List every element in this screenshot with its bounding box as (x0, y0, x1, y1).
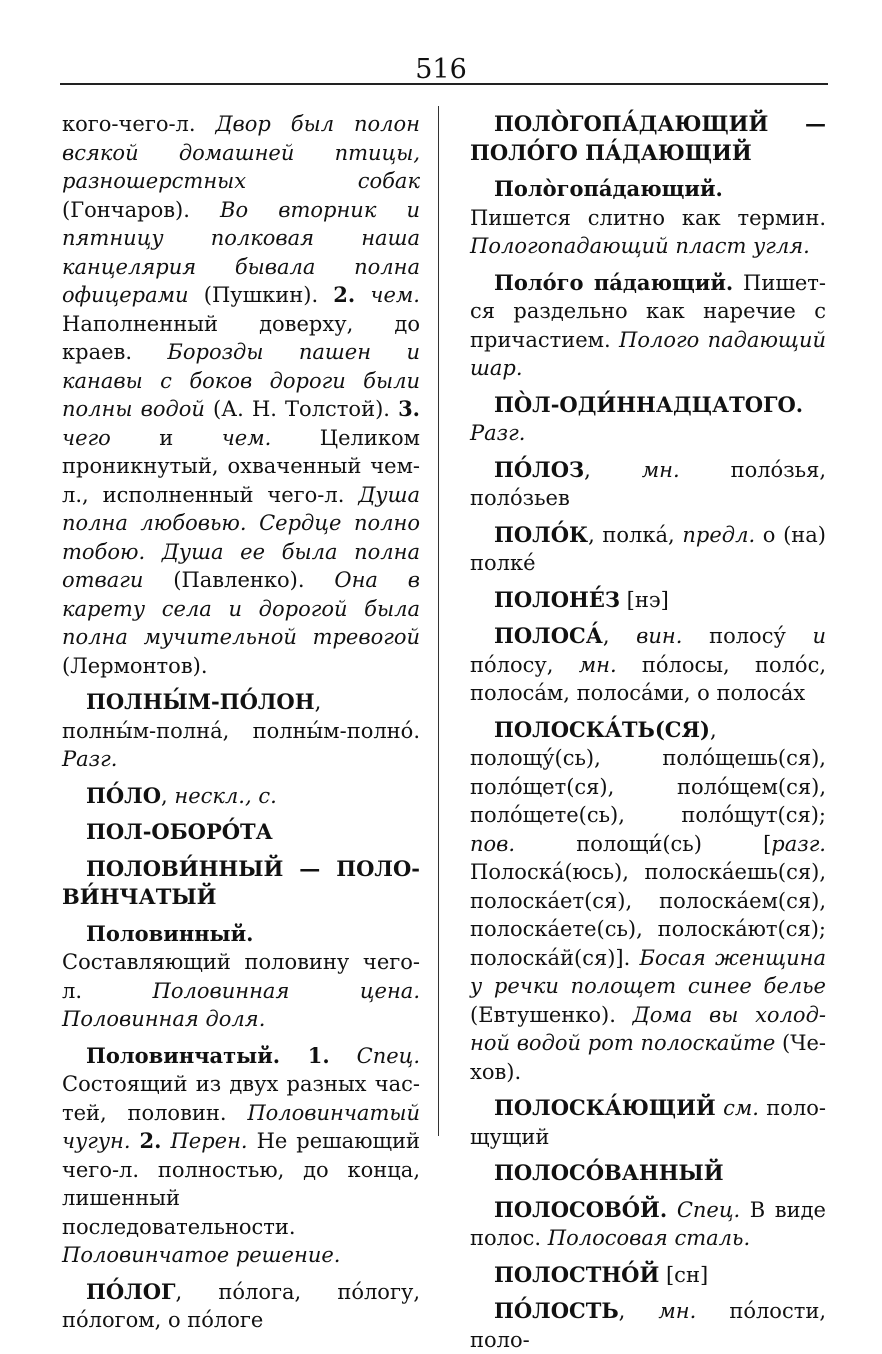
dictionary-entry: ПОЛОСКА́ЮЩИЙ см. полощущий (470, 1095, 826, 1149)
dictionary-entry: Половинчатый. 1. Спец. Состоящий из двух разных частей, половин. Половинчатый чугун. 2. Перен. Не решающий чего-л. полностью, до конца, лишенный последовательности. Половинчатое решение. (62, 1042, 420, 1267)
right-column (470, 110, 826, 1354)
dictionary-entry: ПО́ЛОСТЬ, мн. по́лости, поло- (470, 1298, 826, 1352)
dictionary-entry: ПОЛ-ОБОРО́ТА (86, 819, 273, 844)
dictionary-entry: ПОЛОСТНО́Й [сн] (494, 1261, 709, 1287)
dictionary-entry: ПОЛОНЕ́З [нэ] (494, 586, 669, 612)
dictionary-entry: ПОЛОСКА́ТЬ(СЯ), полощу́(сь), поло́щешь(ся), поло́щет(ся), поло́щем(ся), поло́щете(сь), поло́щут(ся); пов. полощи́(сь) [разг. Полоска́(юсь), полоска́ешь(ся), полоска́ет(ся), полоска́ем(ся), полоска́ете(сь), полоска́ют(ся); полоска́й(ся)]. Босая женщина у речки полощет синее белье (Евтушенко). Дома вы холодной водой рот полоскайте (Чехов). (470, 716, 826, 1084)
dictionary-entry: Половинный. Составляющий половину чего-л. Половинная цена. Половинная доля. (62, 920, 420, 1031)
dictionary-entry: ПО́ЛОГ, по́лога, по́логу, по́логом, о по́логе (62, 1278, 420, 1332)
dictionary-entry: ПОЛОСО́ВАННЫЙ (494, 1160, 724, 1185)
dictionary-entry: Поло̀гопа́дающий. Пишется слитно как термин. Пологопадающий пласт угля. (470, 176, 826, 258)
dictionary-entry: ПОЛНЫ́М-ПО́ЛОН, полны́м-полна́, полны́м-полно́. Разг. (62, 689, 420, 771)
dictionary-entry: ПО̀Л-ОДИ́ННАДЦАТОГО. Разг. (470, 391, 804, 445)
header-rule (60, 83, 828, 85)
dictionary-entry: ПО́ЛО, нескл., с. (86, 782, 277, 808)
page-number: 516 (415, 54, 467, 85)
dictionary-entry: ПОЛОВИ́ННЫЙ — ПОЛОВИ́НЧАТЫЙ (62, 855, 420, 909)
dictionary-entry: ПОЛО̀ГОПА́ДАЮЩИЙ — ПОЛО́ГО ПА́ДАЮЩИЙ (470, 111, 826, 165)
dictionary-entry: ПО́ЛОЗ, мн. поло́зья, поло́зьев (470, 456, 826, 510)
column-divider (438, 106, 439, 1136)
dictionary-entry: ПОЛО́К, полка́, предл. о (на) полке́ (470, 521, 826, 575)
left-column (62, 110, 420, 1335)
dictionary-entry: ПОЛОСОВО́Й. Спец. В виде полос. Полосовая сталь. (470, 1196, 826, 1250)
dictionary-entry: ПОЛОСА́, вин. полосу́ и по́лосу, мн. по́лосы, поло́с, полоса́м, полоса́ми, о полоса́х (470, 623, 827, 705)
dictionary-entry: Поло́го па́дающий. Пишется раздельно как наречие с причастием. Полого падающий шар. (470, 269, 826, 380)
dictionary-entry: кого-чего-л. Двор был полон всякой домашней птицы, разношерстных собак (Гончаров). Во вторник и пятницу полковая наша канцелярия бывала полна офицерами (Пушкин). 2. чем. Наполненный доверху, до краев. Борозды пашен и канавы с боков дороги были полны водой (А. Н. Толстой). 3. чего и чем. Целиком проникнутый, охваченный чем-л., исполненный чего-л. Душа полна любовью. Сердце полно тобою. Душа ее была полна отваги (Павленко). Она в карету села и дорогой была полна мучительной тревогой (Лермонтов). (62, 112, 421, 678)
